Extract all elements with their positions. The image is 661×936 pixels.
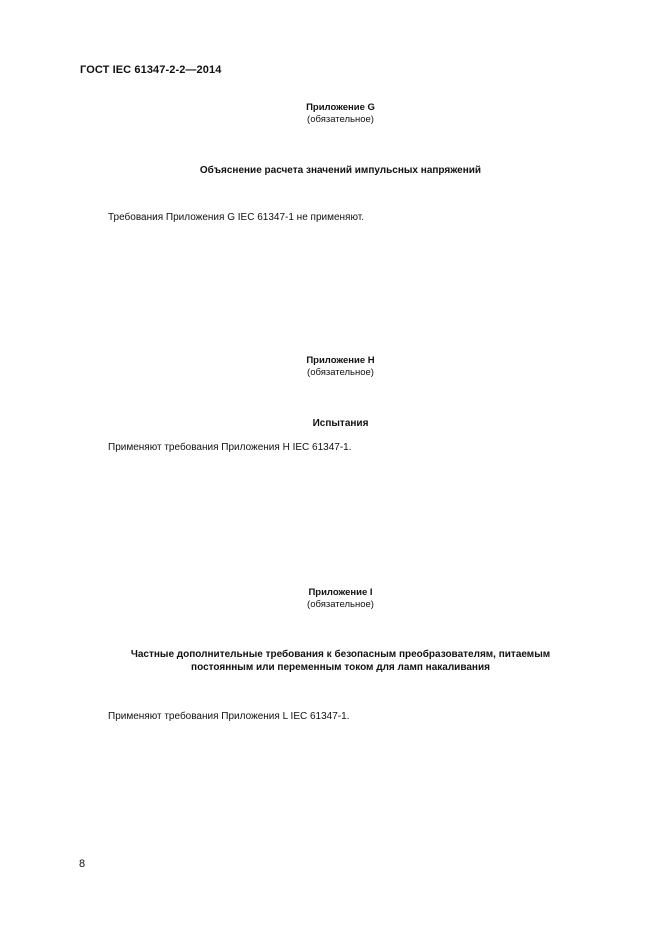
appendix-heading: Объяснение расчета значений импульсных напряжений: [199, 165, 482, 176]
appendix-status: (обязательное): [307, 367, 374, 378]
appendix-status: (обязательное): [307, 114, 374, 125]
appendix-text: Применяют требования Приложения L IEC 61347-1.: [108, 711, 350, 722]
appendix-status: (обязательное): [307, 599, 374, 610]
document-header-standard-id: ГОСТ IEC 61347-2-2—2014: [80, 64, 222, 76]
page-number: 8: [79, 858, 86, 870]
appendix-text: Применяют требования Приложения H IEC 61347-1.: [108, 442, 352, 453]
appendix-text: Требования Приложения G IEC 61347-1 не применяют.: [108, 212, 365, 223]
appendix-title: Приложение I: [308, 587, 373, 598]
appendix-title: Приложение H: [306, 355, 375, 366]
appendix-heading-line-2: постоянным или переменным током для ламп накаливания: [191, 662, 490, 673]
appendix-heading: Испытания: [312, 418, 369, 429]
appendix-heading-line-1: Частные дополнительные требования к безопасным преобразователям, питаемым: [130, 649, 551, 660]
appendix-title: Приложение G: [306, 102, 375, 113]
